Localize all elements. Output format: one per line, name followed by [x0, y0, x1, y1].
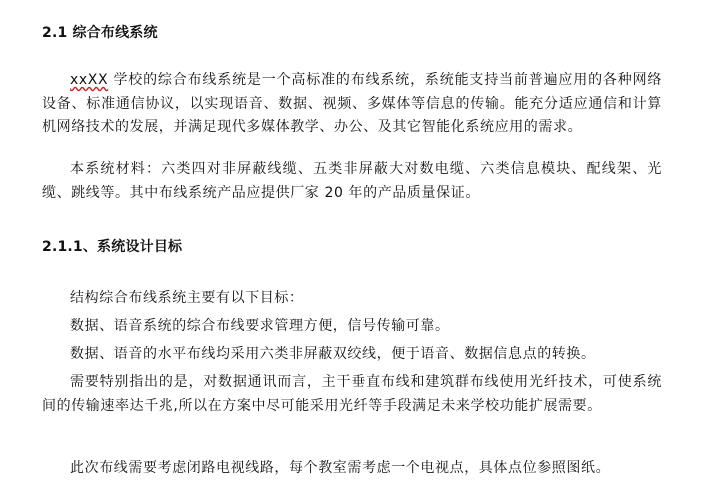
goal-item: 此次布线需要考虑闭路电视线路，每个教室需考虑一个电视点，具体点位参照图纸。: [70, 460, 611, 476]
materials-paragraph: 本系统材料：六类四对非屏蔽线缆、五类非屏蔽大对数电缆、六类信息模块、配线架、光缆、跳线等。其中布线系统产品应提供厂家 20 年的产品质量保证。: [42, 161, 662, 201]
spellcheck-flagged-word: xxXX: [70, 72, 109, 88]
overview-paragraph: [42, 69, 662, 140]
goal-item: 需要特别指出的是，对数据通讯而言，主干垂直布线和建筑群布线使用光纤技术，可使系统间的传输速率达千兆,所以在方案中尽可能采用光纤等手段满足未来学校功能扩展需要。: [42, 374, 662, 414]
subsection-heading: 2.1.1、系统设计目标: [42, 239, 183, 255]
goal-item: 数据、语音的水平布线均采用六类非屏蔽双绞线，便于语音、数据信息点的转换。: [70, 346, 596, 362]
goal-item: 数据、语音系统的综合布线要求管理方便，信号传输可靠。: [70, 318, 450, 334]
overview-paragraph-text: 学校的综合布线系统是一个高标准的布线系统，系统能支持当前普遍应用的各种网络设备、标准通信协议，以实现语音、数据、视频、多媒体等信息的传输。能充分适应通信和计算机网络技术的发展，并满足现代多媒体教学、办公、及其它智能化系统应用的需求。: [42, 72, 662, 136]
section-heading: 2.1 综合布线系统: [42, 25, 158, 41]
goals-intro: 结构综合布线系统主要有以下目标：: [70, 290, 304, 306]
